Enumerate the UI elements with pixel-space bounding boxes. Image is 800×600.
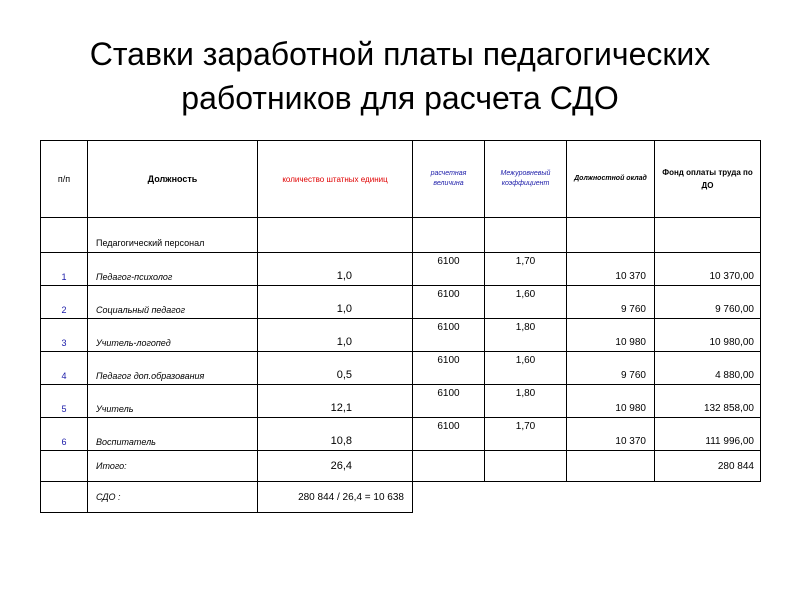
row-fund: 4 880,00 [655,352,761,385]
table-row [41,319,761,352]
total-units: 26,4 [258,451,413,482]
sdo-formula: 280 844 / 26,4 = 10 638 [258,482,413,513]
row-num: 3 [41,319,88,352]
salary-table [40,140,761,513]
sdo-row [41,482,761,513]
row-salary: 9 760 [567,286,655,319]
row-fund: 10 980,00 [655,319,761,352]
row-salary: 10 370 [567,418,655,451]
row-position: Учитель-логопед [88,319,258,352]
row-num: 1 [41,253,88,286]
header-salary: Должностной оклад [567,141,655,218]
row-units: 10,8 [258,418,413,451]
total-fund: 280 844 [655,451,761,482]
row-salary: 10 980 [567,385,655,418]
row-units: 12,1 [258,385,413,418]
row-salary: 10 980 [567,319,655,352]
total-row [41,451,761,482]
table-row [41,352,761,385]
row-calc: 6100 [413,253,485,286]
row-calc: 6100 [413,352,485,385]
row-coef: 1,70 [485,418,567,451]
header-calc-value: расчетная величина [413,141,485,218]
table-row [41,253,761,286]
row-position: Педагог доп.образования [88,352,258,385]
row-position: Педагог-психолог [88,253,258,286]
row-coef: 1,80 [485,319,567,352]
header-position: Должность [88,141,258,218]
row-coef: 1,60 [485,286,567,319]
row-salary: 9 760 [567,352,655,385]
row-calc: 6100 [413,319,485,352]
header-units: количество штатных единиц [258,141,413,218]
header-row [41,141,761,218]
row-calc: 6100 [413,286,485,319]
sdo-label: СДО : [88,482,258,513]
header-fund: Фонд оплаты труда по ДО [655,141,761,218]
row-calc: 6100 [413,385,485,418]
row-position: Учитель [88,385,258,418]
row-fund: 111 996,00 [655,418,761,451]
row-num: 6 [41,418,88,451]
slide-title [0,32,800,120]
header-coefficient: Межуровневый коэффициент [485,141,567,218]
row-position: Социальный педагог [88,286,258,319]
row-num: 4 [41,352,88,385]
row-num: 5 [41,385,88,418]
row-units: 1,0 [258,319,413,352]
row-calc: 6100 [413,418,485,451]
row-units: 0,5 [258,352,413,385]
table-row [41,385,761,418]
row-coef: 1,60 [485,352,567,385]
section-row [41,218,761,253]
row-units: 1,0 [258,286,413,319]
row-coef: 1,70 [485,253,567,286]
row-salary: 10 370 [567,253,655,286]
row-fund: 132 858,00 [655,385,761,418]
row-coef: 1,80 [485,385,567,418]
row-units: 1,0 [258,253,413,286]
row-num: 2 [41,286,88,319]
table-row [41,418,761,451]
row-position: Воспитатель [88,418,258,451]
row-fund: 10 370,00 [655,253,761,286]
section-label: Педагогический персонал [88,218,258,253]
table-row [41,286,761,319]
slide-title-line-1: Ставки заработной платы педагогических [89,36,711,72]
total-label: Итого: [88,451,258,482]
header-num: п/п [41,141,88,218]
row-fund: 9 760,00 [655,286,761,319]
slide-title-line-2: работников для расчета СДО [181,80,619,116]
